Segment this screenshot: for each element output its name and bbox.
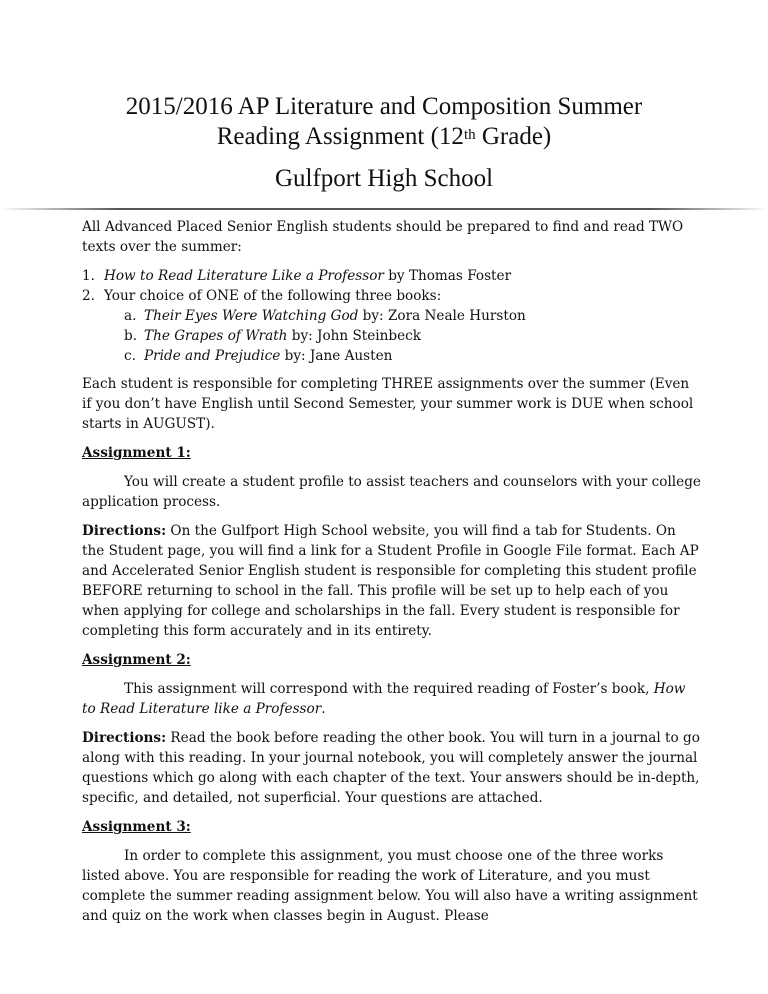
header-divider: [0, 208, 768, 210]
assignment2-directions: [82, 728, 702, 808]
list-letter: a.: [124, 308, 137, 324]
reading-list: [82, 266, 702, 366]
book-author: by Thomas Foster: [383, 268, 512, 284]
book-title: The Grapes of Wrath: [144, 328, 288, 344]
assignment1-heading: Assignment 1:: [82, 445, 191, 461]
assignment2-intro: [82, 679, 702, 719]
list-number: 1.: [82, 268, 95, 284]
assignment1-intro: You will create a student profile to assist teachers and counselors with your college application process.: [82, 474, 701, 510]
book-title: Their Eyes Were Watching God: [144, 308, 359, 324]
book-title: How to Read Literature Like a Professor: [104, 268, 384, 284]
document-body: [82, 217, 702, 935]
document-title-line1: 2015/2016 AP Literature and Composition Summer: [125, 93, 643, 120]
title-line2-pre: Reading Assignment (12: [216, 123, 464, 150]
book-title: Pride and Prejudice: [144, 348, 281, 364]
responsibility-paragraph: Each student is responsible for completing THREE assignments over the summer (Even if you don’t have English until Second Semester, your summer work is DUE when school starts in AUGUST).: [82, 376, 694, 432]
school-name: Gulfport High School: [274, 165, 494, 192]
intro-text: This assignment will correspond with the required reading of Foster’s book,: [124, 681, 654, 697]
list-item-text: Your choice of ONE of the following three books:: [104, 288, 442, 304]
book-title: How to Read Literature like a Professor: [82, 681, 686, 717]
assignment1-directions: [82, 521, 702, 641]
directions-text: On the Gulfport High School website, you will find a tab for Students. On the Student page, you will find a link for a Student Profile in Google File format. Each AP and Accelerated Senior English student is responsible for completing this student profile BEFORE returning to school in the fall. This profile will be set up to help each of you when applying for college and scholarships in the fall. Every student is responsible for completing this form accurately and in its entirety.: [82, 523, 699, 639]
title-line2-post: Grade): [475, 123, 552, 150]
book-author: by: Jane Austen: [280, 348, 393, 364]
assignment3-intro: In order to complete this assignment, you must choose one of the three works listed above. You are responsible for reading the work of Literature, and you must complete the summer reading assignment below. You will also have a writing assignment and quiz on the work when classes begin in August. Please: [82, 848, 698, 924]
choice-item-a: [82, 306, 702, 326]
intro-end: .: [321, 701, 326, 717]
title-line2-sup: th: [463, 127, 476, 143]
directions-label: Directions:: [82, 523, 167, 539]
directions-text: Read the book before reading the other book. You will turn in a journal to go along with this reading. In your journal notebook, you will completely answer the journal questions which go along with each chapter of the text. Your answers should be in-depth, specific, and detailed, not superficial. Your questions are attached.: [82, 730, 700, 806]
assignment2-heading: Assignment 2:: [82, 652, 191, 668]
list-number: 2.: [82, 288, 95, 304]
assignment3-heading: Assignment 3:: [82, 819, 191, 835]
book-author: by: Zora Neale Hurston: [358, 308, 526, 324]
document-title-line2: [0, 122, 768, 152]
directions-label: Directions:: [82, 730, 167, 746]
choice-item-c: [82, 346, 702, 366]
reading-list-item-1: [82, 266, 702, 286]
choice-item-b: [82, 326, 702, 346]
reading-list-item-2: [82, 286, 702, 306]
list-letter: b.: [124, 328, 138, 344]
list-letter: c.: [124, 348, 136, 364]
book-author: by: John Steinbeck: [287, 328, 422, 344]
intro-paragraph: All Advanced Placed Senior English students should be prepared to find and read TWO texts over the summer:: [82, 219, 684, 255]
